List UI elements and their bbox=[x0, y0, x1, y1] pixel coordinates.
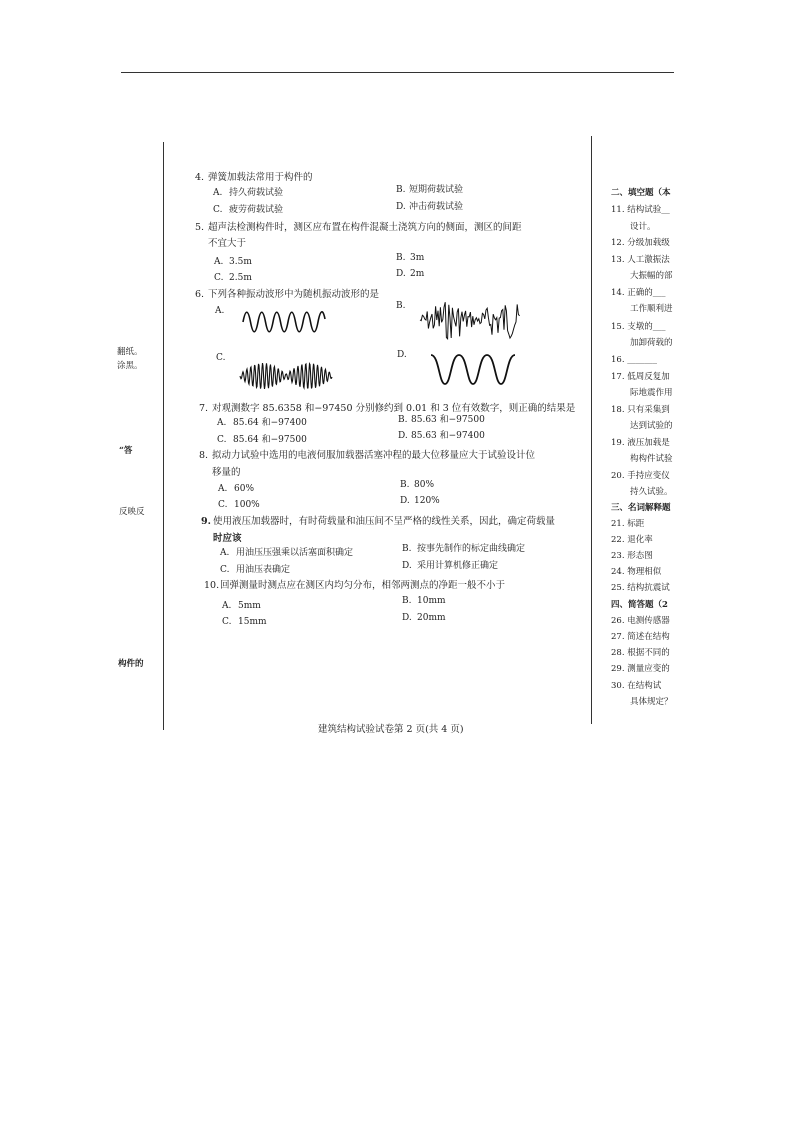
right-column-line: 二、填空题（本 bbox=[611, 188, 671, 198]
question-stem: 下列各种振动波形中为随机振动波形的是 bbox=[208, 289, 380, 300]
option-key: D. bbox=[402, 561, 412, 571]
option-key: C. bbox=[214, 273, 224, 283]
waveform-b-random bbox=[420, 298, 520, 342]
option-text: 5mm bbox=[238, 601, 261, 611]
option-text: 2.5m bbox=[229, 273, 252, 283]
right-column-line: 11. 结构试验__ bbox=[611, 205, 670, 215]
option-key: C. bbox=[217, 435, 227, 445]
right-column-line: 25. 结构抗震试 bbox=[611, 583, 670, 593]
option-key: D. bbox=[402, 613, 412, 623]
right-column-line: 16. _______ bbox=[611, 355, 657, 365]
option-text: 3m bbox=[410, 253, 425, 263]
option-text: 15mm bbox=[238, 617, 267, 627]
waveform-a-sine bbox=[243, 309, 325, 335]
waveform-c-beat bbox=[240, 362, 332, 390]
option-key: C. bbox=[218, 500, 228, 510]
right-column-line: 设计。 bbox=[630, 222, 656, 232]
question-number: 10. bbox=[204, 580, 220, 591]
option-text: 85.64 和−97500 bbox=[233, 435, 307, 445]
option-text: 按事先制作的标定曲线确定 bbox=[417, 544, 526, 554]
question-stem: 回弹测量时测点应在测区内均匀分布，相邻两测点的净距一般不小于 bbox=[220, 580, 506, 591]
option-key: A. bbox=[214, 257, 224, 267]
top-rule bbox=[121, 72, 674, 73]
left-fragment: 涂黑。 bbox=[117, 361, 143, 371]
right-column-line: 12. 分级加载级 bbox=[611, 238, 670, 248]
option-key: C. bbox=[222, 617, 232, 627]
option-text: 疲劳荷载试验 bbox=[229, 205, 284, 215]
right-column-line: 19. 液压加载是 bbox=[611, 438, 670, 448]
left-fragment: 构件的 bbox=[118, 659, 144, 669]
option-text: 80% bbox=[414, 480, 435, 490]
question-stem: 拟动力试验中选用的电液伺服加载器活塞冲程的最大位移量应大于试验设计位 bbox=[212, 450, 536, 461]
question-stem: 时应该 bbox=[213, 533, 242, 544]
right-column-line: 达到试验的 bbox=[630, 421, 673, 431]
right-column-line: 27. 简述在结构 bbox=[611, 632, 670, 642]
option-key: D. bbox=[398, 431, 408, 441]
question-number: 8. bbox=[199, 450, 209, 461]
right-column-line: 加卸荷载的 bbox=[630, 338, 673, 348]
right-column-line: 26. 电测传感器 bbox=[611, 616, 670, 626]
option-text: 持久荷载试验 bbox=[229, 188, 284, 198]
page-footer: 建筑结构试验试卷第 2 页(共 4 页) bbox=[318, 724, 464, 735]
option-key: A. bbox=[213, 188, 223, 198]
option-key: B. bbox=[398, 415, 408, 425]
option-key: A. bbox=[215, 306, 225, 316]
right-column-rule bbox=[591, 136, 592, 724]
option-text: 85.63 和−97400 bbox=[411, 431, 485, 441]
right-column-line: 大振幅的部 bbox=[630, 271, 673, 281]
right-column-line: 际地震作用 bbox=[630, 388, 673, 398]
right-column-line: 20. 手持应变仪 bbox=[611, 471, 670, 481]
right-column-line: 28. 根据不同的 bbox=[611, 648, 670, 658]
question-number: 4. bbox=[195, 172, 205, 183]
left-fragment: 反映反 bbox=[119, 507, 145, 517]
option-key: A. bbox=[222, 601, 232, 611]
right-column-line: 17. 低周反复加 bbox=[611, 372, 670, 382]
question-number: 6. bbox=[195, 289, 205, 300]
option-text: 用油压表确定 bbox=[236, 565, 291, 575]
option-key: B. bbox=[396, 301, 406, 311]
option-key: C. bbox=[216, 353, 226, 363]
right-column-line: 工作顺利进 bbox=[630, 304, 673, 314]
right-column-line: 24. 物理相似 bbox=[611, 567, 662, 577]
option-key: A. bbox=[220, 548, 230, 558]
left-fragment: 翻纸。 bbox=[117, 347, 143, 357]
option-text: 采用计算机修正确定 bbox=[417, 561, 499, 571]
right-column-line: 30. 在结构试 bbox=[611, 681, 662, 691]
option-text: 100% bbox=[234, 500, 260, 510]
option-text: 3.5m bbox=[229, 257, 252, 267]
option-key: B. bbox=[396, 253, 406, 263]
option-key: A. bbox=[217, 418, 227, 428]
right-column-line: 持久试验。 bbox=[630, 487, 673, 497]
option-text: 20mm bbox=[417, 613, 446, 623]
option-key: C. bbox=[220, 565, 230, 575]
option-key: B. bbox=[396, 185, 406, 195]
option-text: 10mm bbox=[417, 596, 446, 606]
right-column-line: 21. 标距 bbox=[611, 519, 645, 529]
option-text: 用油压压强乘以活塞面积确定 bbox=[236, 548, 354, 558]
option-key: B. bbox=[402, 596, 412, 606]
waveform-d-troughs bbox=[431, 351, 517, 387]
option-text: 2m bbox=[410, 269, 425, 279]
option-text: 短期荷载试验 bbox=[409, 185, 464, 195]
right-column-line: 18. 只有采集到 bbox=[611, 405, 670, 415]
left-fragment: “答 bbox=[119, 446, 133, 456]
option-text: 85.64 和−97400 bbox=[233, 418, 307, 428]
option-text: 60% bbox=[234, 484, 255, 494]
option-key: C. bbox=[213, 205, 223, 215]
question-number: 5. bbox=[195, 222, 205, 233]
question-stem: 对观测数字 85.6358 和−97450 分别修约到 0.01 和 3 位有效数字，则正确的结果是 bbox=[212, 403, 576, 414]
question-stem: 弹簧加载法常用于构件的 bbox=[208, 172, 313, 183]
right-column-line: 22. 退化率 bbox=[611, 535, 653, 545]
option-key: D. bbox=[397, 350, 407, 360]
right-column-line: 具体规定？ bbox=[630, 697, 673, 707]
option-text: 冲击荷载试验 bbox=[409, 202, 464, 212]
question-number: 9. bbox=[201, 516, 211, 527]
right-column-line: 29. 测量应变的 bbox=[611, 664, 670, 674]
right-column-line: 23. 形态图 bbox=[611, 551, 653, 561]
right-column-line: 13. 人工激振法 bbox=[611, 255, 670, 265]
question-stem: 移量的 bbox=[212, 467, 241, 478]
question-stem: 不宜大于 bbox=[208, 238, 247, 249]
option-text: 120% bbox=[414, 496, 440, 506]
option-key: B. bbox=[400, 480, 410, 490]
option-text: 85.63 和−97500 bbox=[411, 415, 485, 425]
right-column-line: 15. 支墩的___ bbox=[611, 322, 666, 332]
question-number: 7. bbox=[199, 403, 209, 414]
option-key: A. bbox=[218, 484, 228, 494]
option-key: D. bbox=[396, 269, 406, 279]
question-stem: 使用液压加载器时，有时荷载量和油压间不呈严格的线性关系，因此，确定荷载量 bbox=[213, 516, 556, 527]
right-column-line: 三、名词解释题 bbox=[611, 503, 671, 513]
left-column-rule bbox=[163, 142, 164, 730]
option-key: D. bbox=[400, 496, 410, 506]
right-column-line: 四、简答题（2 bbox=[611, 600, 668, 610]
right-column-line: 14. 正确的___ bbox=[611, 288, 666, 298]
question-stem: 超声法检测构件时，测区应布置在构件混凝土浇筑方向的侧面，测区的间距 bbox=[208, 222, 522, 233]
right-column-line: 构构件试验 bbox=[630, 454, 673, 464]
option-key: B. bbox=[402, 544, 412, 554]
option-key: D. bbox=[396, 202, 406, 212]
